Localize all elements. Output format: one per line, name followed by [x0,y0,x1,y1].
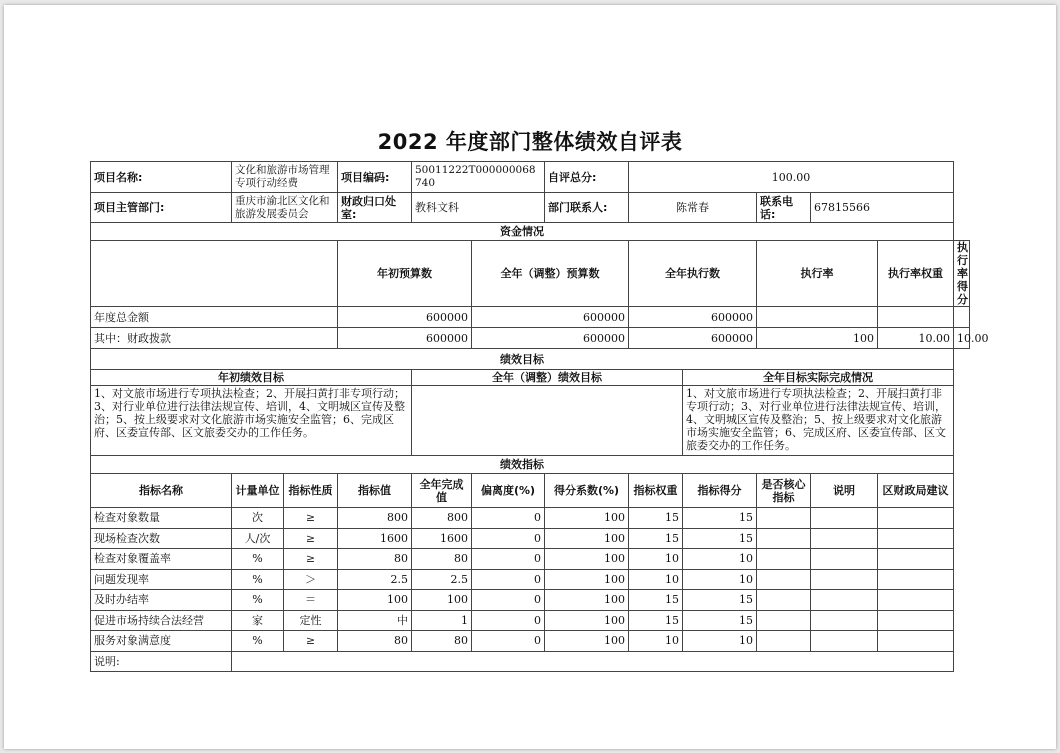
ind-header-deviation: 偏离度(%) [472,474,545,508]
funds-row-label: 其中：财政拨款 [91,328,338,349]
funds-row-budget: 600000 [338,307,472,328]
goals-actual-text: 1、对文旅市场进行专项执法检查；2、开展扫黄打非专项行动；3、对行业单位进行法律法规宣传、培训，4、文明城区宣传及整治；5、按上级要求对文化旅游市场实施安全监管；6、完成区府、区委宣传部、区文旅委交办的工作任务。 [683,386,954,456]
ind-coef: 100 [545,549,629,570]
evaluation-table [90,161,989,672]
funds-row-rate [757,307,878,328]
ind-score: 10 [683,631,757,652]
funds-header-blank [91,241,338,307]
funds-row-executed: 600000 [629,307,757,328]
ind-note [811,610,878,631]
ind-note [811,549,878,570]
ind-target: 1600 [338,528,412,549]
funds-header-score: 执行率得分 [954,241,970,307]
ind-actual: 1600 [412,528,472,549]
ind-core [757,549,811,570]
dept-value: 重庆市渝北区文化和旅游发展委员会 [232,193,338,223]
ind-nature: ≥ [284,631,338,652]
info-row-2 [91,193,970,223]
ind-score: 10 [683,569,757,590]
ind-core [757,631,811,652]
ind-deviation: 0 [472,610,545,631]
ind-coef: 100 [545,631,629,652]
ind-suggestion [878,549,954,570]
table-row [91,631,970,652]
ind-header-core: 是否核心指标 [757,474,811,508]
ind-actual: 80 [412,549,472,570]
ind-header-suggestion: 区财政局建议 [878,474,954,508]
ind-score: 10 [683,549,757,570]
ind-note [811,631,878,652]
project-name-value: 文化和旅游市场管理专项行动经费 [232,162,338,193]
ind-deviation: 0 [472,549,545,570]
ind-name: 服务对象满意度 [91,631,232,652]
ind-core [757,528,811,549]
office-value: 教科文科 [412,193,545,223]
ind-header-score: 指标得分 [683,474,757,508]
ind-target: 800 [338,508,412,529]
ind-note [811,590,878,611]
funds-row-adjusted: 600000 [472,328,629,349]
ind-unit: % [232,590,284,611]
ind-target: 80 [338,549,412,570]
funds-header-executed: 全年执行数 [629,241,757,307]
ind-core [757,569,811,590]
project-name-label: 项目名称: [91,162,232,193]
ind-actual: 2.5 [412,569,472,590]
ind-nature: ≥ [284,549,338,570]
self-score-label: 自评总分: [545,162,629,193]
ind-nature: ＝ [284,590,338,611]
ind-unit: % [232,631,284,652]
ind-nature: 定性 [284,610,338,631]
ind-weight: 10 [629,549,683,570]
funds-header-rate: 执行率 [757,241,878,307]
ind-weight: 10 [629,631,683,652]
ind-deviation: 0 [472,569,545,590]
page-title: 2022 年度部门整体绩效自评表 [377,130,683,154]
goals-section-title: 绩效目标 [91,349,954,370]
ind-note [811,528,878,549]
ind-unit: 人/次 [232,528,284,549]
ind-name: 促进市场持续合法经营 [91,610,232,631]
ind-coef: 100 [545,528,629,549]
goals-initial-text: 1、对文旅市场进行专项执法检查；2、开展扫黄打非专项行动；3、对行业单位进行法律法规宣传、培训，4、文明城区宣传及整治；5、按上级要求对文化旅游市场实施安全监管；6、完成区府、区委宣传部、区文旅委交办的工作任务。 [91,386,412,456]
goals-adjusted-text [412,386,683,456]
ind-coef: 100 [545,508,629,529]
ind-weight: 15 [629,610,683,631]
table-row [91,590,970,611]
funds-row-score: 10.00 [954,328,970,349]
note-row [91,651,970,671]
indicators-section-title: 绩效指标 [91,456,954,474]
ind-actual: 80 [412,631,472,652]
ind-target: 中 [338,610,412,631]
goals-adjusted-label: 全年（调整）绩效目标 [412,370,683,386]
indicators-header-row [91,474,970,508]
project-code-value: 50011222T000000068740 [412,162,545,193]
ind-unit: % [232,569,284,590]
funds-header-row [91,241,970,307]
ind-weight: 15 [629,590,683,611]
ind-header-name: 指标名称 [91,474,232,508]
project-code-label: 项目编码: [338,162,412,193]
contact-label: 部门联系人: [545,193,629,223]
ind-header-actual: 全年完成值 [412,474,472,508]
ind-suggestion [878,631,954,652]
note-value [232,651,954,671]
table-row [91,549,970,570]
ind-name: 检查对象数量 [91,508,232,529]
ind-score: 15 [683,528,757,549]
funds-row-weight [878,307,954,328]
funds-row-label: 年度总金额 [91,307,338,328]
funds-row-executed: 600000 [629,328,757,349]
ind-coef: 100 [545,569,629,590]
ind-suggestion [878,528,954,549]
ind-nature: ≥ [284,508,338,529]
funds-row-rate: 100 [757,328,878,349]
ind-weight: 10 [629,569,683,590]
goals-actual-label: 全年目标实际完成情况 [683,370,954,386]
ind-name: 及时办结率 [91,590,232,611]
ind-unit: 家 [232,610,284,631]
funds-row [91,328,970,349]
indicator-rows [91,508,970,652]
ind-core [757,590,811,611]
table-row [91,610,970,631]
ind-suggestion [878,508,954,529]
ind-coef: 100 [545,610,629,631]
ind-target: 2.5 [338,569,412,590]
ind-suggestion [878,590,954,611]
phone-value: 67815566 [811,193,954,223]
ind-suggestion [878,569,954,590]
office-label: 财政归口处室: [338,193,412,223]
ind-actual: 100 [412,590,472,611]
ind-nature: ＞ [284,569,338,590]
self-score-value: 100.00 [629,162,954,193]
table-row [91,569,970,590]
goals-header-row [91,370,970,386]
funds-row-weight: 10.00 [878,328,954,349]
ind-nature: ≥ [284,528,338,549]
ind-header-target: 指标值 [338,474,412,508]
funds-header-adjusted: 全年（调整）预算数 [472,241,629,307]
contact-value: 陈常春 [629,193,757,223]
ind-header-weight: 指标权重 [629,474,683,508]
goals-text-row [91,386,970,456]
ind-weight: 15 [629,508,683,529]
ind-deviation: 0 [472,528,545,549]
ind-unit: % [232,549,284,570]
ind-header-note: 说明 [811,474,878,508]
ind-core [757,610,811,631]
phone-label: 联系电话: [757,193,811,223]
ind-header-nature: 指标性质 [284,474,338,508]
funds-row-score [954,307,970,328]
ind-header-unit: 计量单位 [232,474,284,508]
ind-weight: 15 [629,528,683,549]
dept-label: 项目主管部门: [91,193,232,223]
goals-initial-label: 年初绩效目标 [91,370,412,386]
funds-row-budget: 600000 [338,328,472,349]
ind-deviation: 0 [472,508,545,529]
ind-actual: 800 [412,508,472,529]
funds-header-budget: 年初预算数 [338,241,472,307]
ind-suggestion [878,610,954,631]
ind-deviation: 0 [472,590,545,611]
ind-score: 15 [683,610,757,631]
ind-name: 现场检查次数 [91,528,232,549]
funds-section-title: 资金情况 [91,223,954,241]
funds-row-adjusted: 600000 [472,307,629,328]
funds-row [91,307,970,328]
ind-target: 80 [338,631,412,652]
ind-coef: 100 [545,590,629,611]
table-row [91,508,970,529]
ind-target: 100 [338,590,412,611]
ind-deviation: 0 [472,631,545,652]
ind-header-coef: 得分系数(%) [545,474,629,508]
info-row-1 [91,162,970,193]
ind-note [811,508,878,529]
table-row [91,528,970,549]
funds-header-weight: 执行率权重 [878,241,954,307]
ind-actual: 1 [412,610,472,631]
ind-name: 问题发现率 [91,569,232,590]
ind-score: 15 [683,590,757,611]
ind-name: 检查对象覆盖率 [91,549,232,570]
ind-core [757,508,811,529]
note-label: 说明: [91,651,232,671]
ind-score: 15 [683,508,757,529]
ind-note [811,569,878,590]
ind-unit: 次 [232,508,284,529]
